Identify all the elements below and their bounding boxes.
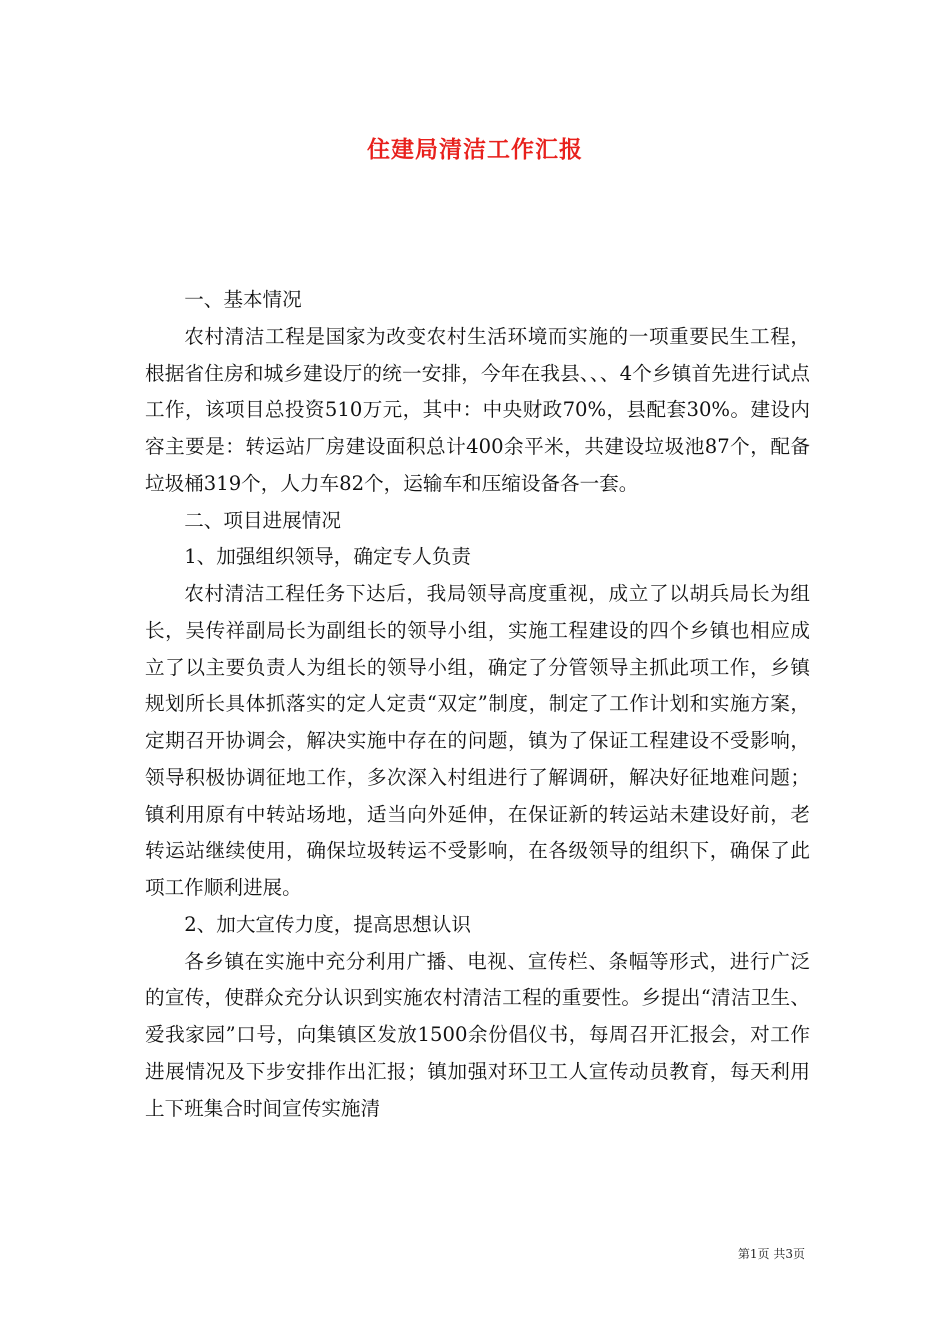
paragraph-publicity: 各乡镇在实施中充分利用广播、电视、宣传栏、条幅等形式，进行广泛的宣传，使群众充分认识到实施农村清洁工程的重要性。乡提出“清洁卫生、爱我家园”口号，向集镇区发放1500余份倡仪书，每周召开汇报会，对工作进展情况及下步安排作出汇报；镇加强对环卫工人宣传动员教育，每天利用上下班集合时间宣传实施清 — [145, 949, 810, 1120]
paragraph-organization: 农村清洁工程任务下达后，我局领导高度重视，成立了以胡兵局长为组长，吴传祥副局长为副组长的领导小组，实施工程建设的四个乡镇也相应成立了以主要负责人为组长的领导小组，确定了分管领导主抓此项工作，乡镇规划所长具体抓落实的定人定责“双定”制度，制定了工作计划和实施方案，定期召开协调会，解决实施中存在的问题，镇为了保证工程建设不受影响，领导积极协调征地工作，多次深入村组进行了解调研，解决好征地难问题；镇利用原有中转站场地，适当向外延伸，在保证新的转运站未建设好前，老转运站继续使用，确保垃圾转运不受影响，在各级领导的组织下，确保了此项工作顺利进展。 — [145, 582, 810, 899]
subheading-publicity: 2、加大宣传力度，提高思想认识 — [184, 912, 471, 936]
page-number-footer: 第1页 共3页 — [737, 1247, 805, 1261]
document-body — [145, 282, 810, 1127]
paragraph-basic-info: 农村清洁工程是国家为改变农村生活环境而实施的一项重要民生工程，根据省住房和城乡建设厅的统一安排，今年在我县、、、4个乡镇首先进行试点工作，该项目总投资510万元，其中：中央财政70%，县配套30%。建设内容主要是：转运站厂房建设面积总计400余平米，共建设垃圾池87个，配备垃圾桶319个，人力车82个，运输车和压缩设备各一套。 — [145, 324, 810, 495]
subheading-organization: 1、加强组织领导，确定专人负责 — [184, 545, 471, 569]
page-title: 住建局清洁工作汇报 — [367, 136, 583, 163]
section-heading-progress: 二、项目进展情况 — [184, 508, 341, 532]
section-heading-basic-info: 一、基本情况 — [184, 288, 302, 311]
